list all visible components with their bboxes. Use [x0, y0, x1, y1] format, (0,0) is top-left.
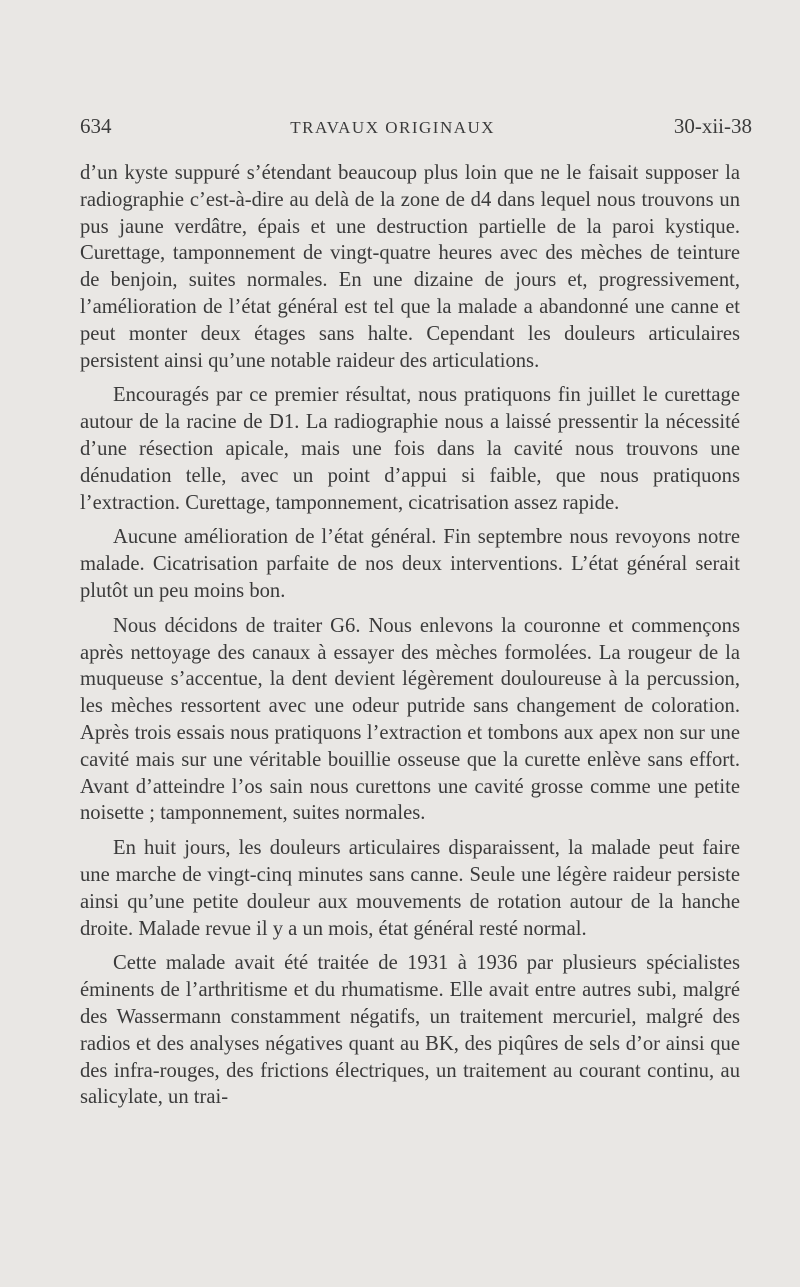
page-number: 634: [80, 114, 112, 138]
paragraph: Nous décidons de traiter G6. Nous enlevons la couronne et commençons après nettoyage des canaux à essayer des mèches formolées. La rougeur de la muqueuse s’accentue, la dent devient légèrement douloureuse à la percussion, les mèches ressortent avec une odeur putride sans changement de coloration. Après trois essais nous pratiquons l’extraction et tombons aux apex non sur une cavité mais sur une véritable bouillie osseuse que la curette enlève sans effort. Avant d’atteindre l’os sain nous curettons une cavité grosse comme une petite noisette ; tamponnement, suites normales.: [80, 614, 740, 825]
paragraph: d’un kyste suppuré s’étendant beaucoup plus loin que ne le faisait supposer la radiographie c’est-à-dire au delà de la zone de d4 dans lequel nous trouvons un pus jaune verdâtre, épais et une destruction partielle de la paroi kystique. Curettage, tamponnement de vingt-quatre heures avec des mèches de teinture de benjoin, suites normales. En une dizaine de jours et, progressivement, l’amélioration de l’état général est tel que la malade a abandonné une canne et peut monter deux étages sans halte. Cependant les douleurs articulaires persistent ainsi qu’une notable raideur des articulations.: [80, 162, 740, 372]
issue-date: 30-xii-38: [673, 114, 752, 138]
paragraph: En huit jours, les douleurs articulaires disparaissent, la malade peut faire une marche de vingt-cinq minutes sans canne. Seule une légère raideur persiste ainsi qu’une petite douleur aux mouvements de rotation autour de la hanche droite. Malade revue il y a un mois, état général resté normal.: [80, 837, 740, 940]
paragraph: Encouragés par ce premier résultat, nous pratiquons fin juillet le curettage autour de la racine de D1. La radiographie nous a laissé pressentir la nécessité d’une résection apicale, mais une fois dans la cavité nous trouvons une dénudation telle, avec un point d’appui si faible, que nous pratiquons l’extraction. Curettage, tamponnement, cicatrisation assez rapide.: [80, 384, 740, 514]
paragraph: Aucune amélioration de l’état général. Fin septembre nous revoyons notre malade. Cicatrisation parfaite de nos deux interventions. L’état général serait plutôt un peu moins bon.: [80, 526, 740, 602]
paragraph: Cette malade avait été traitée de 1931 à 1936 par plusieurs spécialistes éminents de l’arthritisme et du rhumatisme. Elle avait entre autres subi, malgré des Wassermann constamment négatifs, un traitement mercuriel, malgré des radios et des analyses négatives quant au BK, des piqûres de sels d’or ainsi que des infra-rouges, des frictions électriques, un traitement au courant continu, au salicylate, un trai-: [80, 952, 740, 1109]
running-title: TRAVAUX ORIGINAUX: [290, 118, 496, 137]
running-head: [80, 114, 752, 144]
body-text: [80, 160, 740, 1111]
